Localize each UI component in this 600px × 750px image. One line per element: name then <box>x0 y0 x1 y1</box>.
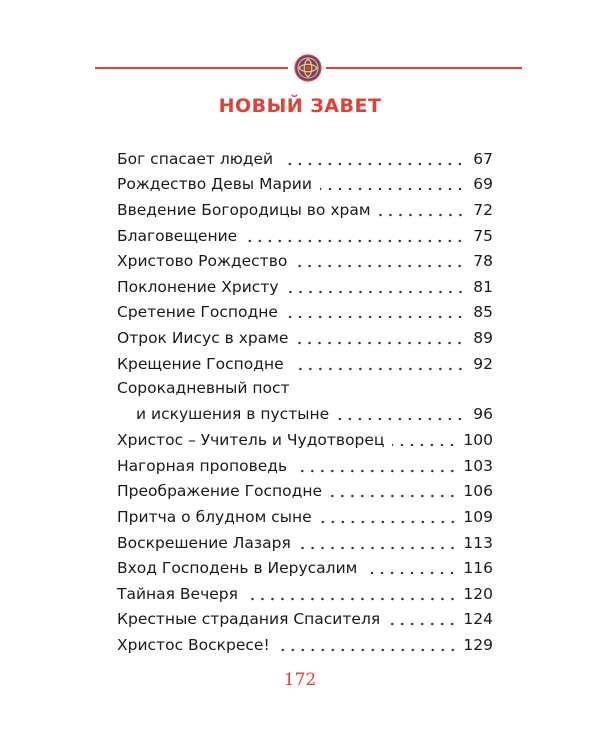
header-rule-left <box>95 67 288 69</box>
toc-entry[interactable] <box>117 427 493 453</box>
dot-leader <box>295 469 457 473</box>
toc-entry-title: Нагорная проповедь <box>117 456 288 475</box>
toc-entry[interactable] <box>117 223 493 249</box>
toc-entry[interactable] <box>117 581 493 607</box>
toc-entry-page: 100 <box>463 431 493 450</box>
toc-entry[interactable] <box>117 274 493 300</box>
toc-entry-page: 129 <box>463 635 493 654</box>
dot-leader <box>379 213 465 217</box>
dot-leader <box>388 622 457 626</box>
toc-entry-page: 78 <box>473 252 493 271</box>
section-title: НОВЫЙ ЗАВЕТ <box>218 95 382 117</box>
dot-leader <box>245 239 465 243</box>
toc-entry-page: 67 <box>473 149 493 168</box>
toc-entry-page: 92 <box>473 354 493 373</box>
toc-entry[interactable] <box>117 632 493 658</box>
toc-entry-page: 69 <box>473 175 493 194</box>
toc-entry-page: 124 <box>463 610 493 629</box>
dot-leader <box>320 520 458 524</box>
toc-entry[interactable] <box>117 479 493 505</box>
toc-entry-page: 103 <box>463 456 493 475</box>
toc-entry-title: Христос – Учитель и Чудотворец <box>117 431 385 450</box>
toc-entry-page: 81 <box>473 277 493 296</box>
dot-leader <box>295 264 465 268</box>
toc-entry[interactable] <box>117 376 493 427</box>
toc-entry-title: Крестные страдания Спасителя <box>117 610 381 629</box>
dot-leader <box>330 494 457 498</box>
dot-leader <box>286 315 465 319</box>
toc-entry-title: Вход Господень в Иерусалим <box>117 559 358 578</box>
toc-entry-page: 89 <box>473 328 493 347</box>
dot-leader <box>287 290 466 294</box>
toc-entry-page: 109 <box>463 507 493 526</box>
toc-entry-page: 113 <box>463 533 493 552</box>
toc-entry[interactable] <box>117 607 493 633</box>
toc-entry[interactable] <box>117 555 493 581</box>
toc-entry-title: Введение Богородицы во храм <box>117 200 371 219</box>
header-rule-right <box>326 67 522 69</box>
toc-entry-title: Сретение Господне <box>117 303 278 322</box>
toc-entry[interactable] <box>117 248 493 274</box>
toc-entry-title: Христос Воскресе! <box>117 635 270 654</box>
toc-entry-page: 96 <box>473 405 493 424</box>
dot-leader <box>292 367 465 371</box>
toc-entry[interactable] <box>117 197 493 223</box>
dot-leader <box>365 571 457 575</box>
toc-entry[interactable] <box>117 530 493 556</box>
toc-entry[interactable] <box>117 325 493 351</box>
toc-entry[interactable] <box>117 453 493 479</box>
toc-entry-page: 85 <box>473 303 493 322</box>
dot-leader <box>299 546 458 550</box>
page-number: 172 <box>283 670 317 690</box>
dot-leader <box>296 341 465 345</box>
dot-leader <box>337 417 465 421</box>
toc-entry-title: Преображение Господне <box>117 482 323 501</box>
table-of-contents <box>117 146 493 658</box>
dot-leader <box>246 597 457 601</box>
dot-leader <box>281 162 465 166</box>
dot-leader <box>320 187 465 191</box>
toc-entry-title-continued: и искушения в пустыне <box>136 405 330 424</box>
toc-entry-title: Воскрешение Лазаря <box>117 533 291 552</box>
toc-entry-title: Бог спасает людей <box>117 149 274 168</box>
toc-entry-page: 75 <box>473 226 493 245</box>
toc-entry-title: Рождество Девы Марии <box>117 175 312 194</box>
toc-entry-title: Благовещение <box>117 226 238 245</box>
toc-entry-title: Крещение Господне <box>117 354 284 373</box>
toc-entry[interactable] <box>117 300 493 326</box>
dot-leader <box>278 648 458 652</box>
toc-entry-title: Отрок Иисус в храме <box>117 328 289 347</box>
toc-entry[interactable] <box>117 146 493 172</box>
toc-entry-title: Поклонение Христу <box>117 277 279 296</box>
celtic-knot-ornament-icon <box>294 54 322 82</box>
toc-entry[interactable] <box>117 172 493 198</box>
toc-entry-title: Тайная Вечеря <box>117 584 238 603</box>
toc-entry-page: 120 <box>463 584 493 603</box>
toc-entry-title: Притча о блудном сыне <box>117 507 312 526</box>
toc-entry-page: 116 <box>463 559 493 578</box>
toc-entry[interactable] <box>117 504 493 530</box>
toc-entry-title: Сорокадневный пост <box>117 379 290 398</box>
dot-leader <box>392 443 457 447</box>
toc-entry-page: 106 <box>463 482 493 501</box>
toc-entry[interactable] <box>117 351 493 377</box>
toc-entry-title: Христово Рождество <box>117 252 288 271</box>
toc-entry-page: 72 <box>473 200 493 219</box>
header-ornament <box>95 54 522 84</box>
